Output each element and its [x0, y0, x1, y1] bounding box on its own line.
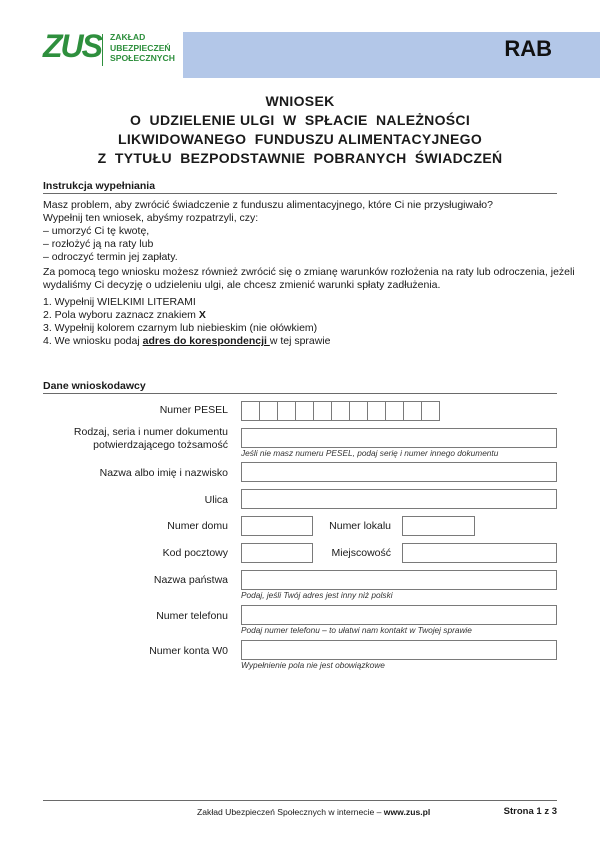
step-4: 4. We wniosku podaj adres do korespondencji w tej sprawie [43, 335, 331, 347]
country-hint: Podaj, jeśli Twój adres jest inny niż polski [241, 590, 393, 600]
country-label: Nazwa państwa [153, 574, 228, 586]
zus-logo-text: ZAKŁAD UBEZPIECZEŃ SPOŁECZNYCH [110, 32, 175, 63]
name-label: Nazwa albo imię i nazwisko [99, 467, 228, 479]
pesel-label: Numer PESEL [159, 404, 228, 416]
instructions-heading: Instrukcja wypełniania [43, 180, 156, 192]
house-number-label: Numer domu [167, 520, 228, 532]
footer-url[interactable]: www.zus.pl [383, 807, 431, 817]
apartment-number-label: Numer lokalu [329, 520, 391, 532]
document-input[interactable] [241, 428, 557, 448]
phone-label: Numer telefonu [156, 610, 228, 622]
pesel-digit-cell[interactable] [368, 402, 386, 420]
phone-hint: Podaj numer telefonu – to ułatwi nam kontakt w Twojej sprawie [241, 625, 472, 635]
house-number-input[interactable] [241, 516, 313, 536]
step-3: 3. Wypełnij kolorem czarnym lub niebieskim (nie ołówkiem) [43, 322, 318, 334]
instructions-intro: Masz problem, aby zwrócić świadczenie z funduszu alimentacyjnego, które Ci nie przysługiwało? Wypełnij ten wniosek, abyśmy rozpatrzyli, czy: – umorzyć Ci tę kwotę, – rozłożyć ją na raty lub – odroczyć termin jej zapłaty. [43, 199, 493, 263]
instructions-steps [43, 296, 563, 348]
step-2: 2. Pola wyboru zaznacz znakiem X [43, 309, 206, 321]
pesel-digit-cell[interactable] [350, 402, 368, 420]
pesel-input[interactable] [241, 401, 440, 421]
applicant-heading: Dane wnioskodawcy [43, 380, 146, 392]
footer-rule [43, 800, 557, 801]
pesel-digit-cell[interactable] [296, 402, 314, 420]
pesel-digit-cell[interactable] [332, 402, 350, 420]
pesel-digit-cell[interactable] [242, 402, 260, 420]
page-number: Strona 1 z 3 [503, 806, 557, 817]
street-input[interactable] [241, 489, 557, 509]
document-title: WNIOSEK O UDZIELENIE ULGI W SPŁACIE NALEŻNOŚCI LIKWIDOWANEGO FUNDUSZU ALIMENTACYJNEGO Z TYTUŁU BEZPODSTAWNIE POBRANYCH ŚWIADCZEŃ [97, 93, 503, 166]
document-hint: Jeśli nie masz numeru PESEL, podaj serię i numer innego dokumentu [241, 448, 499, 458]
zus-logo-mark: ZUS [43, 28, 101, 64]
applicant-rule [43, 393, 557, 394]
apartment-number-input[interactable] [402, 516, 475, 536]
account-input[interactable] [241, 640, 557, 660]
footer-text: Zakład Ubezpieczeń Społecznych w internecie – www.zus.pl [197, 807, 431, 817]
instructions-change: Za pomocą tego wniosku możesz również zwrócić się o zmianę warunków rozłożenia na raty lub odroczenia, jeżeli wydaliśmy Ci decyzję o udzieleniu ulgi, ale chcesz zmienić warunki spłaty zadłużenia. [43, 266, 575, 291]
city-input[interactable] [402, 543, 557, 563]
instructions-rule [43, 193, 557, 194]
step-1: 1. Wypełnij WIELKIMI LITERAMI [43, 296, 196, 308]
postal-code-input[interactable] [241, 543, 313, 563]
pesel-digit-cell[interactable] [260, 402, 278, 420]
name-input[interactable] [241, 462, 557, 482]
country-input[interactable] [241, 570, 557, 590]
form-code: RAB [504, 36, 552, 61]
document-label: Rodzaj, seria i numer dokumentu potwierdzającego tożsamość [73, 426, 228, 451]
pesel-digit-cell[interactable] [422, 402, 439, 420]
logo-separator [102, 34, 103, 66]
pesel-digit-cell[interactable] [314, 402, 332, 420]
postal-code-label: Kod pocztowy [162, 547, 228, 559]
street-label: Ulica [204, 494, 228, 506]
phone-input[interactable] [241, 605, 557, 625]
pesel-digit-cell[interactable] [386, 402, 404, 420]
city-label: Miejscowość [331, 547, 391, 559]
account-hint: Wypełnienie pola nie jest obowiązkowe [241, 660, 385, 670]
account-label: Numer konta W0 [149, 645, 228, 657]
pesel-digit-cell[interactable] [404, 402, 422, 420]
pesel-digit-cell[interactable] [278, 402, 296, 420]
